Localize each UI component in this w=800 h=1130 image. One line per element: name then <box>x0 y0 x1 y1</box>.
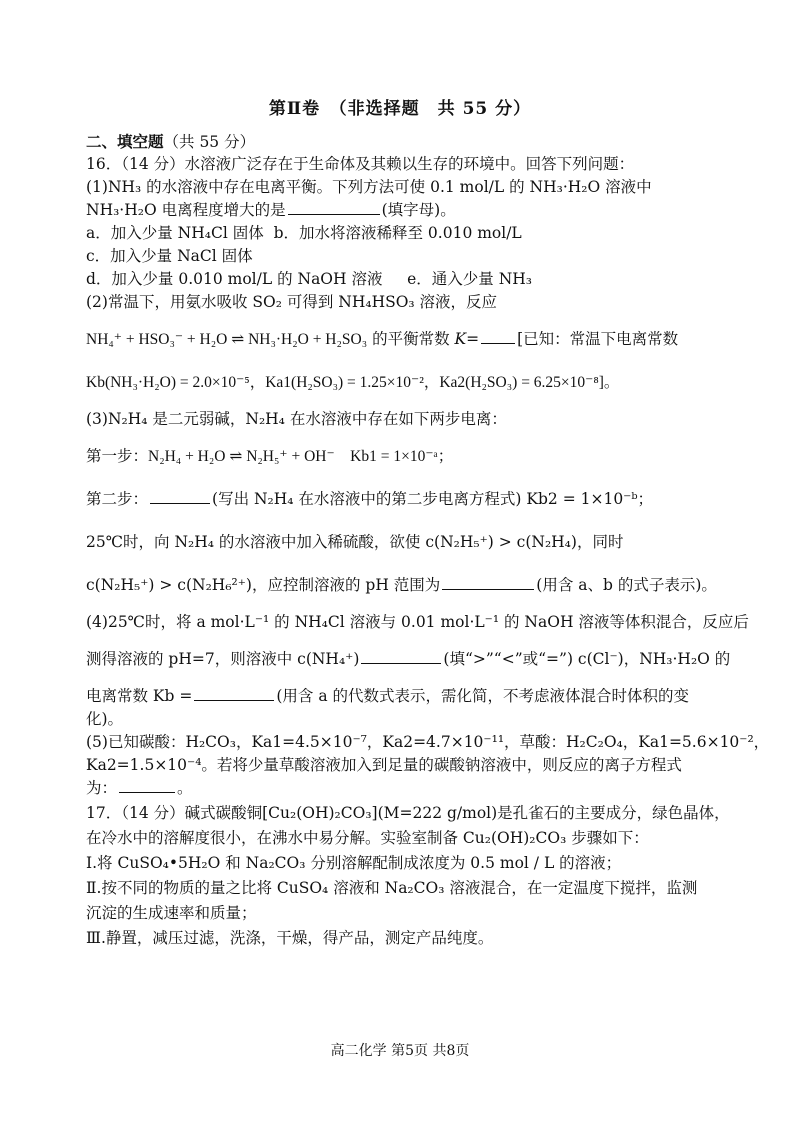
q16-p2-line1: (2)常温下，用氨水吸收 SO₂ 可得到 NH₄HSO₃ 溶液，反应 <box>86 293 498 311</box>
section-heading-note: （共 55 分） <box>163 133 256 151</box>
q16-p3-condition-1: 25℃时，向 N₂H₄ 的水溶液中加入稀硫酸，欲使 c(N₂H₅⁺) > c(N₂H₄)，同时 <box>86 533 624 551</box>
q16-p4-line1: (4)25℃时，将 a mol·L⁻¹ 的 NH₄Cl 溶液与 0.01 mol·L⁻¹ 的 NaOH 溶液等体积混合，反应后 <box>86 613 749 631</box>
q17-intro-line1: 17．（14 分）碱式碳酸铜[Cu₂(OH)₂CO₃](M=222 g/mol)是孔雀石的主要成分，绿色晶体， <box>86 804 730 822</box>
equation-tail: 的平衡常数 <box>367 330 455 348</box>
q16-p2-equation-line <box>86 328 726 351</box>
p5-text: 为： <box>86 779 118 797</box>
q16-p3-line1: (3)N₂H₄ 是二元弱碱，N₂H₄ 在水溶液中存在如下两步电离： <box>86 410 507 428</box>
q17-intro-line2: 在冷水中的溶解度很小，在沸水中易分解。实验室制备 Cu₂(OH)₂CO₃ 步骤如下： <box>86 829 649 847</box>
q16-p1-line2 <box>86 199 726 222</box>
q16-p3-step1: 第一步：N₂H₄ + H₂O ⇌ N₂H₅⁺ + OH⁻ Kb1 = 1×10⁻ᵃ； <box>86 448 454 465</box>
section-heading-text: 二、填空题 <box>86 132 164 151</box>
answer-blank[interactable] <box>288 199 380 215</box>
condition-text: c(N₂H₅⁺) > c(N₂H₆²⁺)，应控制溶液的 pH 范围为 <box>86 576 441 594</box>
k-symbol: K <box>454 330 467 348</box>
q17-step3: Ⅲ.静置，减压过滤，洗涤，干燥，得产品，测定产品纯度。 <box>86 929 494 947</box>
q16-p5-line2: Ka2=1.5×10⁻⁴。若将少量草酸溶液加入到足量的碳酸钠溶液中，则反应的离子方程式 <box>86 756 682 774</box>
q17-step2-line1: Ⅱ.按不同的物质的量之比将 CuSO₄ 溶液和 Na₂CO₃ 溶液混合，在一定温度下搅拌，监测 <box>86 879 698 897</box>
q16-p3-step2 <box>86 488 726 511</box>
option-d: d．加入少量 0.010 mol/L 的 NaOH 溶液 <box>86 270 383 288</box>
q16-p5-line1: (5)已知碳酸：H₂CO₃，Ka1=4.5×10⁻⁷，Ka2=4.7×10⁻¹¹，草酸：H₂C₂O₄，Ka1=5.6×10⁻²， <box>86 733 770 751</box>
answer-blank[interactable] <box>481 328 515 344</box>
option-c: c．加入少量 NaCl 固体 <box>86 247 253 265</box>
q16-option-row-1 <box>86 222 726 245</box>
answer-blank[interactable] <box>119 777 175 793</box>
answer-blank[interactable] <box>442 574 534 590</box>
answer-blank[interactable] <box>361 648 441 664</box>
q16-p4-line3 <box>86 685 726 708</box>
q17-step2-line2: 沉淀的生成速率和质量； <box>86 904 257 922</box>
page-content <box>86 130 770 950</box>
section-title: 第Ⅱ卷 （非选择题 共 55 分） <box>268 99 532 119</box>
equilibrium-equation: NH₄⁺ + HSO₃⁻ + H₂O ⇌ NH₃·H₂O + H₂SO₃ <box>86 331 368 348</box>
q16-p1-text: NH₃·H₂O 电离程度增大的是 <box>86 201 286 219</box>
p4-text: 测得溶液的 pH=7，则溶液中 c(NH₄⁺) <box>86 650 360 668</box>
condition-tail: (用含 a、b 的式子表示)。 <box>536 576 717 594</box>
q16-p5-line3 <box>86 777 726 800</box>
q16-p1-line1: (1)NH₃ 的水溶液中存在电离平衡。下列方法可使 0.1 mol/L 的 NH₃·H₂O 溶液中 <box>86 178 652 196</box>
p4-tail: (填“>”“<”或“=”) c(Cl⁻)，NH₃·H₂O 的 <box>443 650 731 668</box>
q16-intro: 16．（14 分）水溶液广泛存在于生命体及其赖以生存的环境中。回答下列问题： <box>86 155 635 173</box>
q17-step1: Ⅰ.将 CuSO₄•5H₂O 和 Na₂CO₃ 分别溶解配制成浓度为 0.5 mol / L 的溶液； <box>86 854 622 872</box>
option-a: a．加入少量 NH₄Cl 固体 <box>86 224 264 242</box>
step2-label: 第二步： <box>86 490 149 508</box>
option-e: e．通入少量 NH₃ <box>407 270 533 288</box>
q16-p1-tail: (填字母)。 <box>381 201 456 219</box>
p4-kb-text: 电离常数 Kb = <box>86 687 193 705</box>
page-footer: 高二化学 第5页 共8页 <box>330 1043 470 1059</box>
answer-blank[interactable] <box>194 685 274 701</box>
option-b: b．加水将溶液稀释至 0.010 mol/L <box>273 224 522 242</box>
p5-tail: 。 <box>177 779 193 797</box>
p4-kb-tail: (用含 a 的代数式表示，需化简，不考虑液体混合时体积的变 <box>276 687 689 705</box>
q16-p4-line4: 化)。 <box>86 710 124 728</box>
section-heading <box>86 130 726 153</box>
q16-p4-line2 <box>86 648 731 671</box>
step2-tail: (写出 N₂H₄ 在水溶液中的第二步电离方程式) Kb2 = 1×10⁻ᵇ； <box>212 490 654 508</box>
q16-option-row-3 <box>86 268 726 291</box>
k-equals: = <box>466 330 480 348</box>
known-constants-intro: [已知：常温下电离常数 <box>517 330 679 348</box>
ionization-constants: Kb(NH₃·H₂O) = 2.0×10⁻⁵，Ka1(H₂SO₃) = 1.25×10⁻²，Ka2(H₂SO₃) = 6.25×10⁻⁸]。 <box>86 374 620 391</box>
answer-blank[interactable] <box>150 488 210 504</box>
q16-p3-condition-2 <box>86 574 726 597</box>
